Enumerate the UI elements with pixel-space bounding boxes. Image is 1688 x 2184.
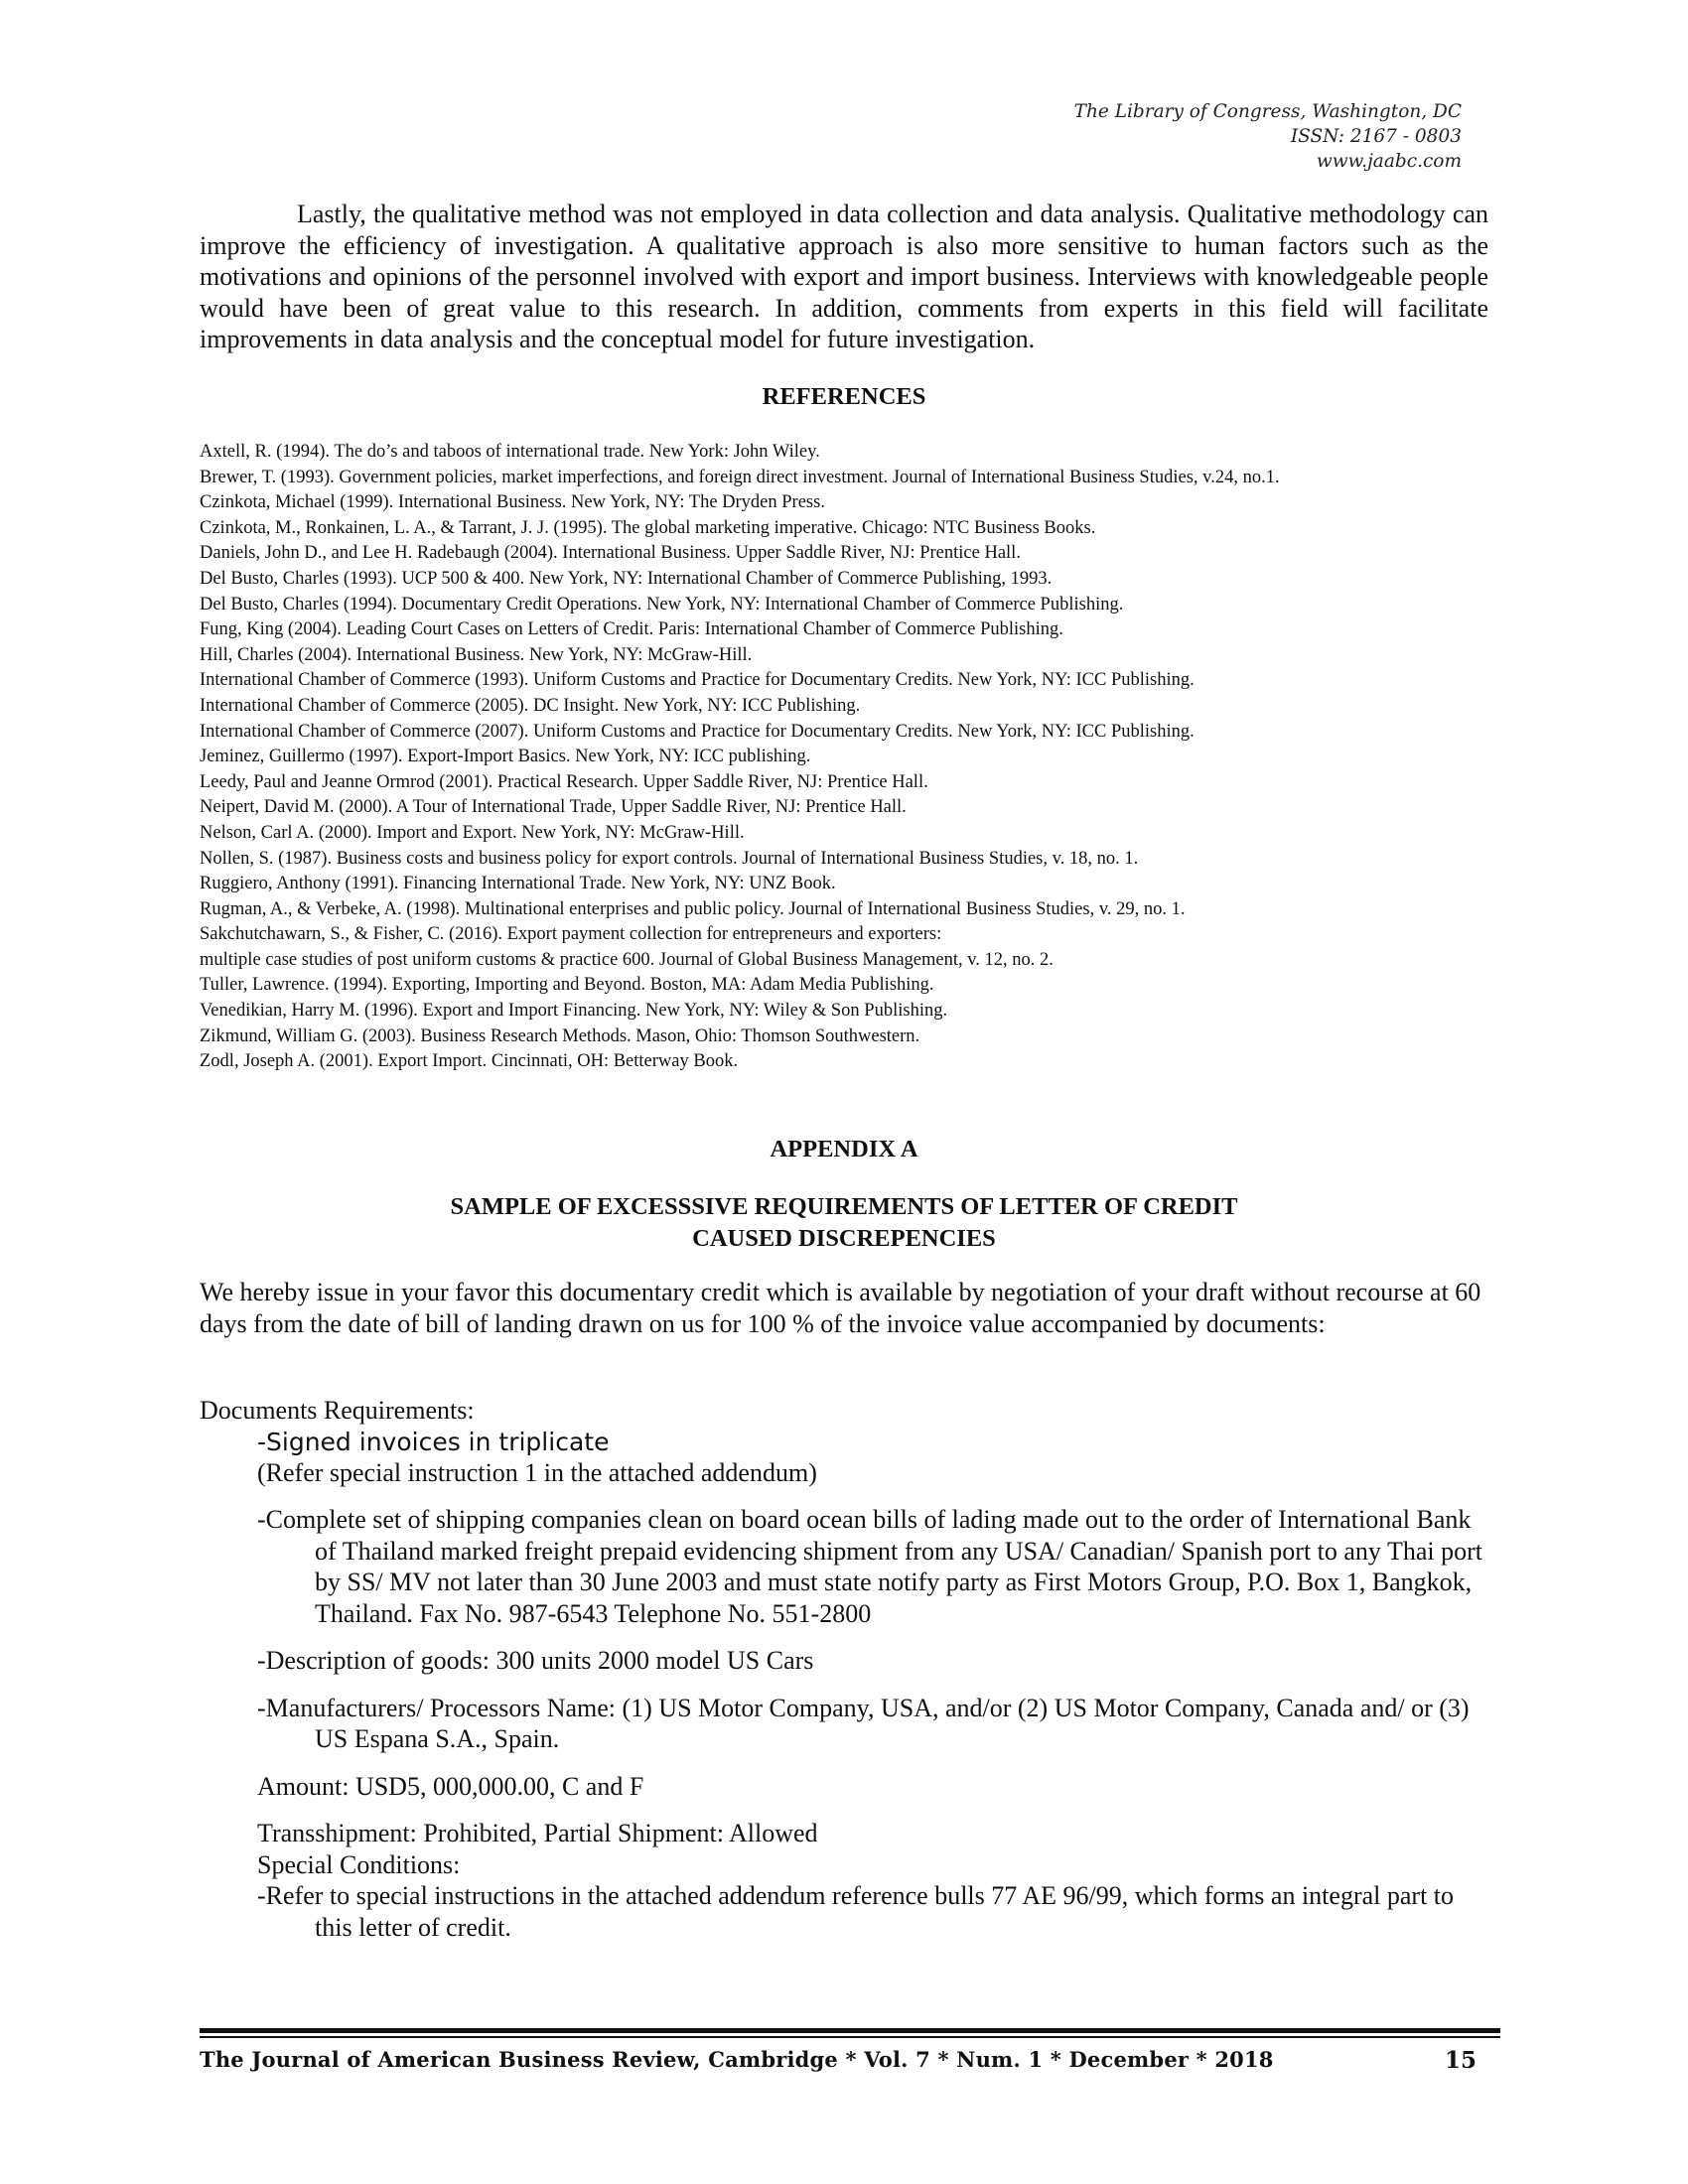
appendix-title xyxy=(200,1191,1488,1255)
footer-rule-thin xyxy=(200,2036,1500,2038)
reference-item: Czinkota, Michael (1999). International Business. New York, NY: The Dryden Press. xyxy=(200,492,825,513)
header-website: www.jaabc.com xyxy=(1316,151,1462,172)
reference-item: Brewer, T. (1993). Government policies, market imperfections, and foreign direct investment. Journal of International Business Studies, v.24, no.1. xyxy=(200,467,1280,487)
reference-item: Del Busto, Charles (1994). Documentary Credit Operations. New York, NY: International Chamber of Commerce Publishing. xyxy=(200,594,1124,614)
reference-item: Axtell, R. (1994). The do’s and taboos of international trade. New York: John Wiley. xyxy=(200,442,820,462)
footer-rule-thick xyxy=(200,2028,1500,2033)
reference-item: Nollen, S. (1987). Business costs and business policy for export controls. Journal of International Business Studies, v. 18, no. 1. xyxy=(200,848,1139,869)
refer-instruction-item: (Refer special instruction 1 in the attached addendum) xyxy=(257,1457,817,1487)
header-publisher: The Library of Congress, Washington, DC xyxy=(1073,101,1462,122)
appendix-heading: APPENDIX A xyxy=(770,1136,918,1162)
refer-special-item: -Refer to special instructions in the attached addendum reference bulls 77 AE 96/99, which forms an integral part to this letter of credit. xyxy=(257,1881,1455,1942)
signed-invoices-item: -Signed invoices in triplicate xyxy=(257,1427,610,1456)
reference-item: Neipert, David M. (2000). A Tour of International Trade, Upper Saddle River, NJ: Prentice Hall. xyxy=(200,797,907,818)
reference-item: Daniels, John D., and Lee H. Radebaugh (2004). International Business. Upper Saddle River, NJ: Prentice Hall. xyxy=(200,543,1021,564)
documents-requirements-label: Documents Requirements: xyxy=(200,1396,475,1425)
reference-item: Zodl, Joseph A. (2001). Export Import. Cincinnati, OH: Betterway Book. xyxy=(200,1051,739,1072)
reference-item: Ruggiero, Anthony (1991). Financing International Trade. New York, NY: UNZ Book. xyxy=(200,874,836,894)
footer-journal-title: The Journal of American Business Review, Cambridge * Vol. 7 * Num. 1 * December * 2018 xyxy=(200,2047,1274,2072)
manufacturers-item: -Manufacturers/ Processors Name: (1) US Motor Company, USA, and/or (2) US Motor Company, Canada and/ or (3) US Espana S.A., Spain. xyxy=(257,1693,1470,1753)
reference-item: Rugman, A., & Verbeke, A. (1998). Multinational enterprises and public policy. Journal of International Business Studies, v. 29, no. 1. xyxy=(200,898,1186,919)
amount-item: Amount: USD5, 000,000.00, C and F xyxy=(257,1771,644,1801)
special-conditions-label: Special Conditions: xyxy=(257,1849,461,1879)
reference-item: Nelson, Carl A. (2000). Import and Export. New York, NY: McGraw-Hill. xyxy=(200,822,745,843)
header-issn: ISSN: 2167 - 0803 xyxy=(1290,126,1462,147)
reference-item: Venedikian, Harry M. (1996). Export and Import Financing. New York, NY: Wiley & Son Publishing. xyxy=(200,1001,948,1022)
page-number: 15 xyxy=(1444,2047,1477,2074)
references-heading: REFERENCES xyxy=(762,383,926,410)
reference-item: Del Busto, Charles (1993). UCP 500 & 400. New York, NY: International Chamber of Commerce Publishing, 1993. xyxy=(200,568,1053,589)
reference-item: Sakchutchawarn, S., & Fisher, C. (2016). Export payment collection for entrepreneurs and exporters: xyxy=(200,924,942,945)
appendix-title-line-1: SAMPLE OF EXCESSSIVE REQUIREMENTS OF LETTER OF CREDIT xyxy=(450,1193,1238,1220)
reference-item: multiple case studies of post uniform customs & practice 600. Journal of Global Business Management, v. 12, no. 2. xyxy=(200,949,1054,970)
reference-item: International Chamber of Commerce (1993). Uniform Customs and Practice for Documentary Credits. New York, NY: ICC Publishing. xyxy=(200,670,1195,691)
description-goods-item: -Description of goods: 300 units 2000 model US Cars xyxy=(257,1646,814,1675)
page-header xyxy=(1074,99,1462,174)
transshipment-item: Transshipment: Prohibited, Partial Shipment: Allowed xyxy=(257,1819,818,1847)
reference-item: Czinkota, M., Ronkainen, L. A., & Tarrant, J. J. (1995). The global marketing imperative. Chicago: NTC Business Books. xyxy=(200,517,1096,538)
reference-item: International Chamber of Commerce (2007). Uniform Customs and Practice for Documentary Credits. New York, NY: ICC Publishing. xyxy=(200,721,1195,742)
reference-item: International Chamber of Commerce (2005). DC Insight. New York, NY: ICC Publishing. xyxy=(200,695,861,716)
reference-item: Tuller, Lawrence. (1994). Exporting, Importing and Beyond. Boston, MA: Adam Media Publishing. xyxy=(200,975,934,996)
intro-paragraph: Lastly, the qualitative method was not employed in data collection and data analysis. Qualitative methodology can improve the efficiency of investigation. A qualitative approach is also more sensitive to human factors such as the motivations and opinions of the personnel involved with export and import business. Interviews with knowledgeable people would have been of great value to this research. In addition, comments from experts in this field will facilitate improvements in data analysis and the conceptual model for future investigation. xyxy=(200,200,1488,353)
reference-item: Zikmund, William G. (2003). Business Research Methods. Mason, Ohio: Thomson Southwestern. xyxy=(200,1025,920,1046)
appendix-title-line-2: CAUSED DISCREPENCIES xyxy=(692,1225,996,1252)
reference-item: Hill, Charles (2004). International Business. New York, NY: McGraw-Hill. xyxy=(200,644,753,665)
credit-paragraph: We hereby issue in your favor this documentary credit which is available by negotiation of your draft without recourse at 60 days from the date of bill of landing drawn on us for 100 % of the invoice value accompanied by documents: xyxy=(200,1278,1481,1338)
bills-of-lading-item: -Complete set of shipping companies clean on board ocean bills of lading made out to the order of International Bank of Thailand marked freight prepaid evidencing shipment from any USA/ Canadian/ Spanish port to any Thai port by SS/ MV not later than 30 June 2003 and must state notify party as First Motors Group, P.O. Box 1, Bangkok, Thailand. Fax No. 987-6543 Telephone No. 551-2800 xyxy=(257,1505,1482,1628)
reference-item: Jeminez, Guillermo (1997). Export-Import Basics. New York, NY: ICC publishing. xyxy=(200,747,811,767)
reference-item: Fung, King (2004). Leading Court Cases on Letters of Credit. Paris: International Chamber of Commerce Publishing. xyxy=(200,619,1063,640)
reference-item: Leedy, Paul and Jeanne Ormrod (2001). Practical Research. Upper Saddle River, NJ: Prentice Hall. xyxy=(200,771,928,792)
documents-requirements xyxy=(200,1395,1488,1943)
references-list xyxy=(200,440,1488,1075)
